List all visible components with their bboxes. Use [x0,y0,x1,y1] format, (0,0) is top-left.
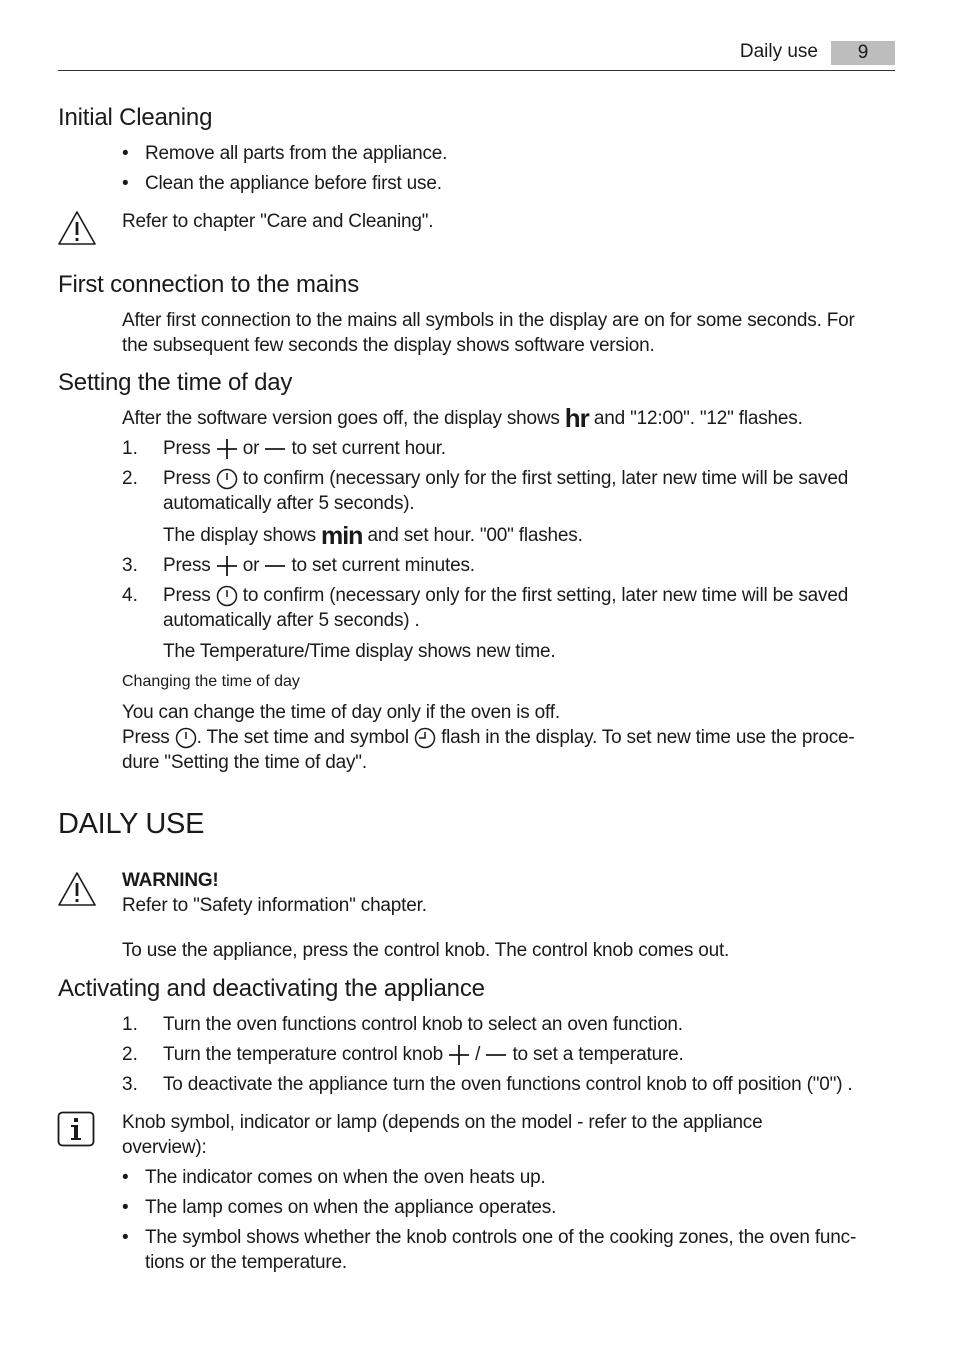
daily-use-intro: To use the appliance, press the control knob. The control knob comes out. [122,940,730,961]
first-connection-text: After first connection to the mains all symbols in the display are on for some seconds. For [122,310,855,331]
plus-icon [216,555,238,577]
step-text [163,1042,684,1067]
step-text-part: Turn the temperature control knob [163,1044,443,1065]
info-icon [57,1111,95,1147]
setting-time-heading: Setting the time of day [58,369,293,396]
warning-label: WARNING! [122,870,219,891]
step-text-part: Press [163,438,211,459]
hr-display-symbol: hr [564,403,589,433]
step-text [163,553,475,578]
step-number: 1. [122,1014,138,1035]
step-text [163,583,848,608]
step-number: 2. [122,1044,138,1065]
clock-icon [175,727,197,749]
clock-icon [216,468,238,490]
step-result: The Temperature/Time display shows new time. [163,641,556,662]
step-number: 3. [122,1074,138,1095]
step-number: 3. [122,555,138,576]
setting-time-intro [122,403,803,433]
step-text-part: or [242,555,260,576]
info-title: Knob symbol, indicator or lamp (depends on the model - refer to the appliance [122,1112,763,1133]
bullet-dot: • [122,143,129,164]
step-text-part: to set current minutes. [291,555,475,576]
initial-cleaning-bullet: Clean the appliance before first use. [145,173,442,194]
first-connection-text: the subsequent few seconds the display shows software version. [122,335,655,356]
header-divider [58,70,895,71]
changing-text-part: Press [122,727,170,748]
changing-text-part: . The set time and symbol [196,727,409,748]
daily-use-heading: DAILY USE [58,808,205,840]
header-section-title: Daily use [739,41,818,62]
step-text-part: to confirm (necessary only for the first setting, later new time will be saved [242,468,849,489]
step-text [163,466,848,491]
step-text [163,436,446,461]
info-bullet: The symbol shows whether the knob controls one of the cooking zones, the oven func- [145,1227,857,1248]
bullet-dot: • [122,1167,129,1188]
step-text-part: Press [163,555,211,576]
info-bullet: The indicator comes on when the oven heats up. [145,1167,546,1188]
step-number: 1. [122,438,138,459]
minus-icon [264,555,286,577]
warning-triangle-icon [57,210,97,246]
display-shows-min [163,523,583,548]
display-text: and set hour. "00" flashes. [367,525,583,546]
plus-icon [448,1044,470,1066]
step-text-part: to set a temperature. [512,1044,684,1065]
care-cleaning-note: Refer to chapter "Care and Cleaning". [122,211,434,232]
step-number: 4. [122,585,138,606]
step-text-part: Press [163,468,211,489]
step-text-part: Press [163,585,211,606]
changing-time-text [122,725,855,750]
first-connection-heading: First connection to the mains [58,271,360,298]
step-text-part: to set current hour. [291,438,446,459]
info-title: overview): [122,1137,207,1158]
changing-time-caption: Changing the time of day [122,673,300,690]
display-text: The display shows [163,525,316,546]
intro-text: After the software version goes off, the display shows [122,408,560,429]
changing-time-text: dure "Setting the time of day". [122,752,367,773]
intro-text: and "12:00". "12" flashes. [593,408,803,429]
step-number: 2. [122,468,138,489]
changing-time-text: You can change the time of day only if the oven is off. [122,702,560,723]
changing-text-part: flash in the display. To set new time use the proce- [441,727,855,748]
activating-heading: Activating and deactivating the appliance [58,975,485,1002]
step-text-part: / [475,1044,481,1065]
step-text-part: to confirm (necessary only for the first setting, later new time will be saved [242,585,849,606]
warning-text: Refer to "Safety information" chapter. [122,895,427,916]
step-text-part: or [242,438,260,459]
step-text-continued: automatically after 5 seconds) . [163,610,420,631]
warning-triangle-icon [57,871,97,907]
minus-icon [485,1044,507,1066]
bullet-dot: • [122,173,129,194]
step-text: To deactivate the appliance turn the oven functions control knob to off position ("0") . [163,1074,853,1095]
minus-icon [264,438,286,460]
page-number-badge: 9 [831,41,895,65]
step-text-continued: automatically after 5 seconds). [163,493,415,514]
plus-icon [216,438,238,460]
info-bullet: The lamp comes on when the appliance operates. [145,1197,557,1218]
clock-symbol-icon [414,727,436,749]
bullet-dot: • [122,1227,129,1248]
initial-cleaning-heading: Initial Cleaning [58,104,213,131]
info-bullet-continued: tions or the temperature. [145,1252,347,1273]
initial-cleaning-bullet: Remove all parts from the appliance. [145,143,448,164]
min-display-symbol: min [321,522,363,550]
bullet-dot: • [122,1197,129,1218]
clock-icon [216,585,238,607]
step-text: Turn the oven functions control knob to select an oven function. [163,1014,683,1035]
